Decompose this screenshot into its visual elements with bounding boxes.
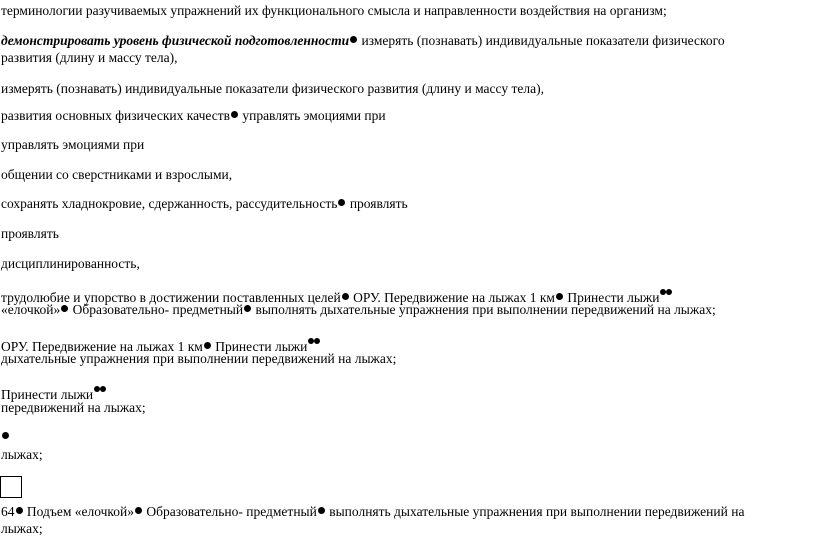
text-line: лыжах; xyxy=(1,521,43,536)
text-line: развития (длину и массу тела), xyxy=(1,50,178,65)
text-line: измерять (познавать) индивидуальные показатели физического развития (длину и массу тела), xyxy=(1,81,544,96)
text-line: терминологии разучиваемых упражнений их функционального смысла и направленности воздействия на организм; xyxy=(1,3,667,18)
text-line: 64 Подъем «елочкой» Образовательно- предметный выполнять дыхательные упражнения при выполнении передвижений на xyxy=(1,504,745,519)
double-bullet-icon xyxy=(660,284,672,301)
bullet-icon xyxy=(338,199,345,206)
bullet-icon xyxy=(244,305,251,312)
text-line: общении со сверстниками и взрослыми, xyxy=(1,167,233,182)
bullet-icon xyxy=(350,36,357,43)
bullet-icon xyxy=(2,432,9,439)
text-line: проявлять xyxy=(1,226,59,241)
bullet-icon xyxy=(231,111,238,118)
text-line: Принести лыжи xyxy=(1,381,106,403)
text-line: передвижений на лыжах; xyxy=(1,400,146,415)
text-line: управлять эмоциями при xyxy=(1,137,145,152)
text-line: трудолюбие и упорство в достижении поставленных целей ОРУ. Передвижение на лыжах 1 км Принести лыжи xyxy=(1,284,672,306)
text-line: дисциплинированность, xyxy=(1,256,140,271)
double-bullet-icon xyxy=(308,333,320,350)
text-line: сохранять хладнокровие, сдержанность, рассудительность проявлять xyxy=(1,196,408,211)
bullet-icon xyxy=(556,293,563,300)
text-line: дыхательные упражнения при выполнении передвижений на лыжах; xyxy=(1,351,397,366)
bullet-icon xyxy=(342,293,349,300)
bullet-icon xyxy=(135,507,142,514)
text-line xyxy=(1,428,10,445)
bullet-icon xyxy=(318,507,325,514)
bullet-icon xyxy=(61,305,68,312)
text-line: ОРУ. Передвижение на лыжах 1 км Принести лыжи xyxy=(1,333,320,355)
empty-table-cell xyxy=(0,476,22,498)
double-bullet-icon xyxy=(94,381,106,398)
text-line: «елочкой» Образовательно- предметный выполнять дыхательные упражнения при выполнении передвижений на лыжах; xyxy=(1,302,716,317)
bullet-icon xyxy=(16,507,23,514)
bullet-icon xyxy=(204,342,211,349)
text-line: лыжах; xyxy=(1,447,43,462)
text-line: демонстрировать уровень физической подготовленности измерять (познавать) индивидуальные показатели физического xyxy=(1,33,725,48)
text-line: развития основных физических качеств управлять эмоциями при xyxy=(1,108,386,123)
